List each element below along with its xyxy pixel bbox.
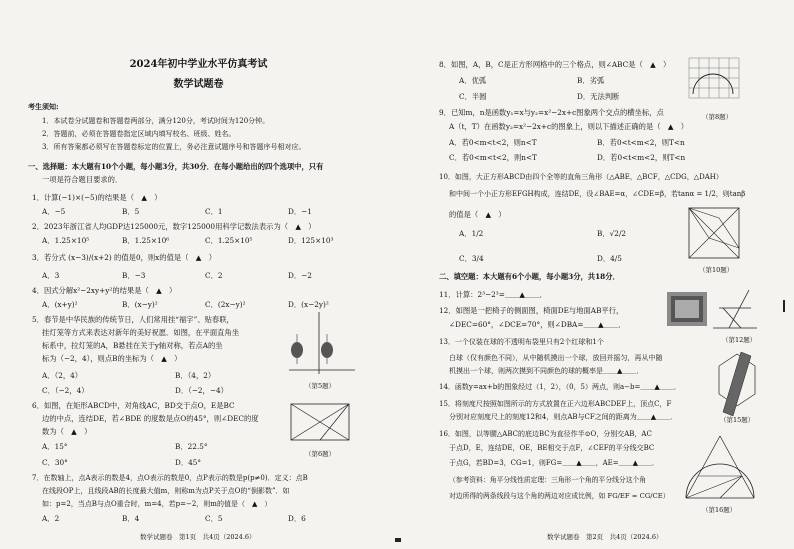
- q3-option-b: B．−3: [122, 271, 146, 280]
- section-choice-heading: 一、选择题：本大题有10个小题，每小题3分，共30分．在每小题给出的四个选项中，只有: [28, 162, 324, 171]
- q15-line-2: 分别对应刻度尺上的刻度12和4，则点AB与CF之间的距离为＿＿▲＿＿．: [449, 413, 678, 421]
- q8-stem: 8．如图，A，B，C是正方形网格中的三个格点，则∠ABC是（ ▲ ）: [439, 60, 671, 69]
- q1-option-b: B．5: [122, 207, 140, 216]
- q15-ruler-figure: [715, 350, 759, 420]
- q5-caption: （第5题）: [305, 382, 336, 390]
- exam-page-2: [397, 0, 794, 549]
- q9-option-a: A．若0<m<t<2，则n<T: [449, 138, 537, 147]
- q3-stem: 3．若分式 (x−3)/(x+2) 的值是0，则x的值是（ ▲ ）: [32, 253, 216, 262]
- q6-option-d: D．45°: [175, 458, 202, 467]
- q13-line-3: 机摸出一个球，则两次摸到不同颜色的球的概率是＿＿▲＿＿．: [449, 367, 644, 375]
- q3-option-c: C．2: [205, 271, 223, 280]
- q16-line-2: 于点D，E，连结DE，OE，BE相交于点F，∠CEF的平分线交BC: [449, 444, 655, 452]
- q8-caption: （第8题）: [702, 113, 733, 121]
- q15-line-1: 15．将刻度尺按照如图所示的方式放置在正六边形ABCDEF上，顶点C，F: [439, 400, 672, 408]
- q1-option-a: A．−5: [42, 207, 66, 216]
- q16-line-3: 于点G，若BD=3，CG=1，则FG=＿＿▲＿＿，AE=＿＿▲＿＿．: [449, 459, 660, 467]
- q10-line-2: 和中间一个小正方形EFGH构成，连结DE，设∠BAE=α，∠CDE=β，若tanα = 1/2，则tanβ: [449, 190, 746, 198]
- q6-caption: （第6题）: [305, 450, 336, 458]
- q15-caption: （第15题）: [720, 416, 755, 424]
- q5-line-2: 挂灯笼等方式来表达对新年的美好祝愿．如图，在平面直角坐: [42, 328, 240, 337]
- notice-1: 1．本试卷分试题卷和答题卷两部分，满分120分，考试时间为120分钟。: [42, 117, 270, 125]
- q2-option-d: D．125×10³: [288, 236, 334, 245]
- q10-square-figure: [683, 204, 745, 264]
- q12-line-2: ∠DEC=60°，∠DCE=70°，则∠DBA=＿＿▲＿＿．: [449, 320, 626, 329]
- q2-stem: 2．2023年浙江省人均GDP达125000元，数字125000用科学记数法表示为（ ▲ ）: [32, 222, 316, 231]
- section-fill-heading: 二、填空题：本大题有6个小题，每小题3分，共18分．: [439, 272, 620, 281]
- q10-line-1: 10．如图，大正方形ABCD由四个全等的直角三角形（△ABE，△BCF，△CDG，△DAH）: [439, 173, 723, 181]
- q4-option-a: A．(x+y)²: [42, 300, 78, 309]
- q12-line-1: 12．如图是一把椅子的侧面图，椅面DE与地面AB平行，: [439, 306, 624, 315]
- q6-rectangle-figure: [285, 398, 355, 448]
- q7-option-a: A．2: [42, 514, 60, 523]
- q2-option-c: C．1.25×10⁵: [205, 236, 253, 245]
- q16-semicircle-figure: [680, 432, 760, 508]
- q6-line-3: 数为（ ▲ ）: [42, 427, 92, 436]
- q7-option-c: C．5: [205, 514, 223, 523]
- q9-option-b: B．若0<t<m<2，则T<n: [597, 138, 685, 147]
- edge-mark: [783, 300, 785, 312]
- q4-option-c: C．(2x−y)²: [205, 300, 246, 309]
- q6-option-c: C．30°: [42, 458, 68, 467]
- q10-caption: （第10题）: [699, 266, 734, 274]
- q3-option-d: D．−2: [288, 271, 312, 280]
- section-choice-heading-2: 一项是符合题目要求的．: [42, 175, 123, 184]
- q5-option-d: D．（−2，−4）: [175, 386, 228, 395]
- q9-line-1: 9．已知m，n是函数y₁=x与y₂=x²−2x+c图象两个交点的横坐标，点: [439, 108, 664, 117]
- q4-option-b: B．(x−y)²: [122, 300, 158, 309]
- q7-line-2: 在线段OP上，且线段AB的长度最大值m，则称m为点P关于点O的“倒影数”．如: [42, 487, 290, 495]
- q5-line-1: 5．春节是中华民族的传统节日，人们常用挂“福字”、贴春联，: [32, 315, 234, 324]
- q8-grid-figure: [685, 54, 743, 110]
- q16-line-4: （参考资料：角平分线性质定理：三角形一个角的平分线分这个角: [449, 476, 647, 484]
- q7-option-d: D．6: [288, 514, 306, 523]
- q1-option-d: D．−1: [288, 207, 312, 216]
- q8-option-a: A．优弧: [459, 76, 487, 85]
- q11-stem: 11．计算：2³−2³=＿＿▲＿＿．: [439, 290, 547, 299]
- q2-option-a: A．1.25×10⁵: [42, 236, 90, 245]
- q10-option-a: A．1/2: [459, 229, 484, 238]
- q6-option-b: B．22.5°: [175, 442, 208, 451]
- exam-subtitle: 数学试题卷: [173, 79, 224, 90]
- q1-option-c: C．1: [205, 207, 223, 216]
- q9-option-c: C．若0<m<t<2，则n<T: [449, 153, 537, 162]
- q10-option-c: C．3/4: [459, 254, 484, 263]
- q13-line-1: 13．一个仪装在球的不透明布袋里只有2个红球和1个: [439, 338, 604, 346]
- notice-heading: 考生须知:: [28, 102, 59, 111]
- q10-option-b: B．√2/2: [597, 229, 627, 238]
- q4-stem: 4．因式分解x²−2xy+y²的结果是（ ▲ ）: [32, 286, 177, 295]
- q16-line-5: 对边所得的两条线段与这个角的两边对应成比例，如 FG/EF = CG/CE）: [449, 492, 670, 500]
- q4-option-d: D．(x−2y)²: [288, 300, 329, 309]
- q8-option-c: C．半圆: [459, 92, 487, 101]
- q9-option-d: D．若0<t<m<2，则T<n: [597, 153, 686, 162]
- q5-option-b: B．（4，2）: [175, 371, 216, 380]
- q12-diagram-figure: [709, 288, 761, 334]
- page-1-footer: 数学试题卷 第1页 共4页（2024.6）: [140, 533, 256, 541]
- notice-2: 2．答题前，必须在答题卷指定区域内填写校名、班级、姓名。: [42, 130, 236, 138]
- q16-caption: （第16题）: [702, 506, 737, 514]
- q1-stem: 1．计算(−1)×(−5)的结果是（ ▲ ）: [32, 193, 162, 202]
- q12-caption: （第12题）: [722, 336, 757, 344]
- exam-title: 2024年初中学业水平仿真考试: [129, 59, 268, 70]
- binding-mark: [395, 538, 401, 542]
- q5-option-c: C．（−2，4）: [42, 386, 89, 395]
- q7-option-b: B．4: [122, 514, 140, 523]
- q9-line-2: A（t，T）在函数y₂=x²−2x+c的图象上，则以下描述正确的是（ ▲ ）: [449, 122, 689, 131]
- q3-option-a: A．3: [42, 271, 60, 280]
- q2-option-b: B．1.25×10⁶: [122, 236, 170, 245]
- q6-option-a: A．15°: [42, 442, 68, 451]
- q6-line-2: 边的中点，连结DE，若∠BDE 的度数是点O的45°，则∠DEC的度: [42, 414, 259, 423]
- q6-line-1: 6．如图，在矩形ABCD中，对角线AC，BD交于点O，E是BC: [32, 401, 235, 410]
- q10-option-d: D．4/5: [597, 254, 622, 263]
- q8-option-b: B．劣弧: [577, 76, 605, 85]
- q5-option-a: A．（2，4）: [42, 371, 83, 380]
- q10-line-3: 的值是（ ▲ ）: [449, 210, 506, 219]
- q12-chair-figure: [665, 290, 709, 330]
- q14-stem: 14．函数y=ax+b的图象经过（1，2），（0，5）两点，则a−b=＿＿▲＿＿．: [439, 383, 681, 391]
- q5-line-4: 标为（−2，4），则点B的坐标为（ ▲ ）: [42, 354, 182, 363]
- page-2-footer: 数学试题卷 第2页 共4页（2024.6）: [547, 533, 663, 541]
- q13-line-2: 白球（仅有颜色不同），从中随机摸出一个球，放回并摇匀，再从中随: [449, 354, 663, 362]
- q7-line-1: 7．在数轴上，点A表示的数是4，点O表示的数是0，点P表示的数是p(p≠0)．定义：点B: [32, 474, 308, 482]
- q7-line-3: 如：p=2，当点B与点O重合时，m=4，若p=−2，则m的值是（ ▲ ）: [42, 500, 272, 508]
- q5-line-3: 标系中，拉灯笼的A，B悬挂在关于y轴对称，若点A的坐: [42, 341, 223, 350]
- q5-lantern-figure: [287, 312, 357, 382]
- q16-line-1: 16．如图，以等腰△ABC的底边BC为直径作半⊙O，分别交AB，AC: [439, 430, 652, 438]
- q8-option-d: D．无法判断: [577, 92, 620, 101]
- notice-3: 3．所有答案都必须写在答题卷标定的位置上，务必注意试题序号和答题序号相对应。: [42, 143, 306, 151]
